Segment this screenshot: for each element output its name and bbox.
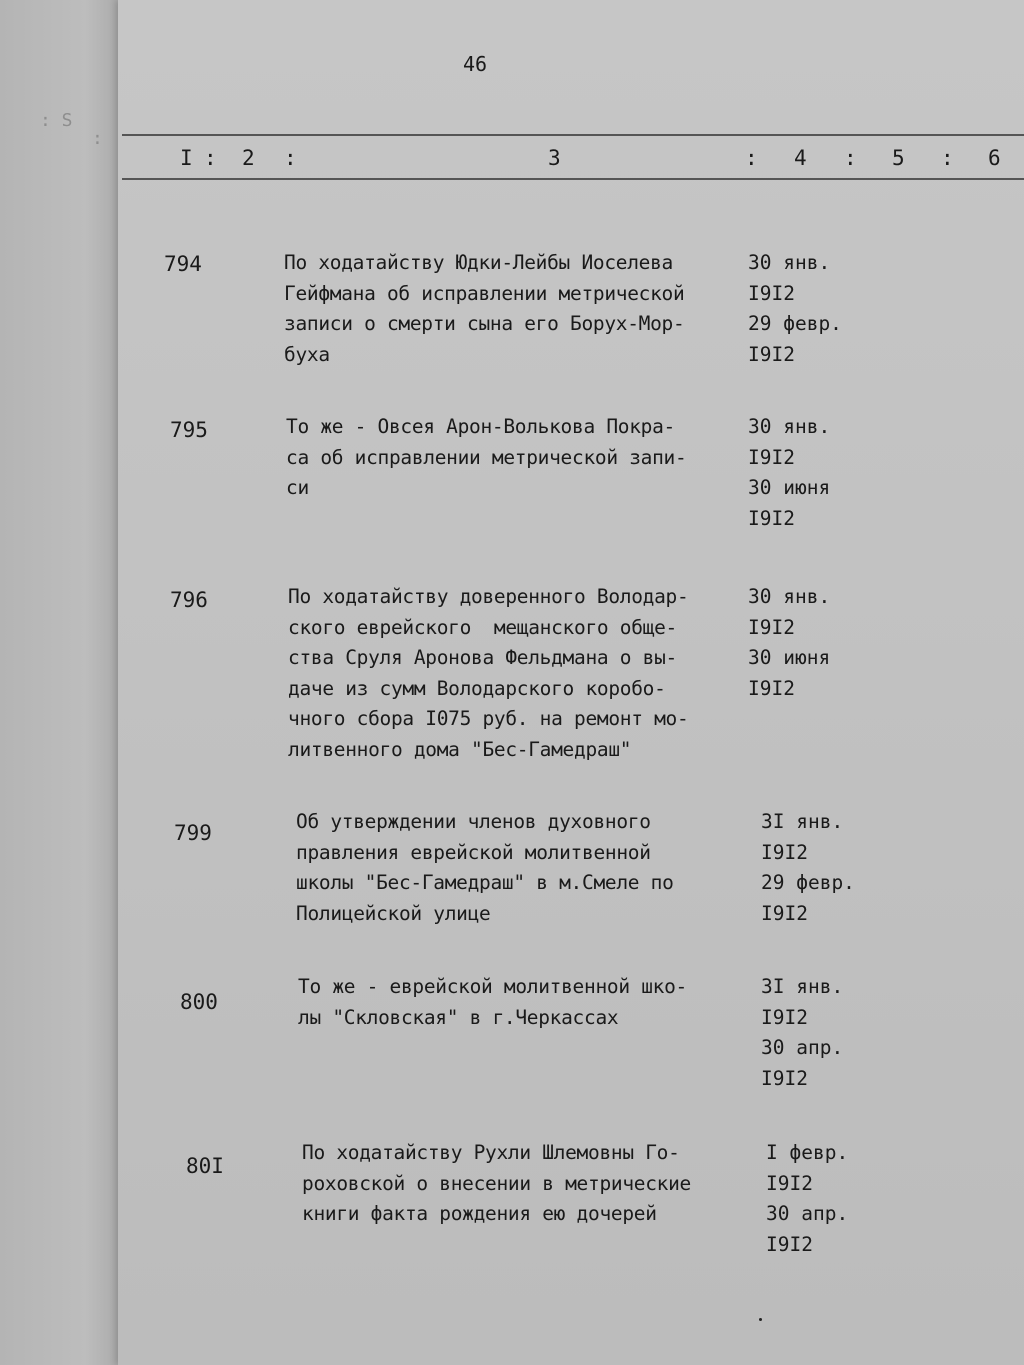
column-header-1: I [180, 146, 193, 170]
entry-number: 799 [174, 821, 212, 845]
entry-dates: 3I янв. I9I2 29 февр. I9I2 [761, 810, 855, 925]
column-separator: : [844, 146, 857, 170]
entry-dates: I февр. I9I2 30 апр. I9I2 [766, 1141, 849, 1256]
column-header-3: 3 [548, 146, 561, 170]
document-page [118, 0, 1024, 1365]
column-header-6: 6 [988, 146, 1001, 170]
entry-description: По ходатайству доверенного Володар- ского еврейского мещанского обще- ства Сруля Аронова Фельдмана о вы- даче из сумм Володарского коробо- чного сбора I075 руб. на ремонт мо- литвенного дома "Бес-Гамедраш" [288, 585, 689, 761]
entry-number: 795 [170, 418, 208, 442]
previous-page-edge [0, 0, 122, 1365]
header-rule-bottom [122, 178, 1024, 180]
entry-dates: 30 янв. I9I2 30 июня I9I2 [748, 415, 831, 530]
entry-number: 800 [180, 990, 218, 1014]
entry-dates: 30 янв. I9I2 29 февр. I9I2 [748, 251, 842, 366]
column-separator: : [745, 146, 758, 170]
column-header-4: 4 [794, 146, 807, 170]
column-header-2: 2 [242, 146, 255, 170]
entry-dates: 3I янв. I9I2 30 апр. I9I2 [761, 975, 844, 1090]
bleed-through-mark: : [92, 128, 103, 149]
entry-description: Об утверждении членов духовного правления еврейской молитвенной школы "Бес-Гамедраш" в м.Смеле по Полицейской улице [296, 810, 674, 925]
header-rule-top [122, 134, 1024, 136]
column-separator: : [941, 146, 954, 170]
column-separator: : [284, 146, 297, 170]
entry-description: По ходатайству Рухли Шлемовны Го- роховской о внесении в метрические книги факта рождения ею дочерей [302, 1141, 691, 1225]
entry-dates: 30 янв. I9I2 30 июня I9I2 [748, 585, 831, 700]
bleed-through-mark: : S [40, 110, 73, 131]
entry-number: 794 [164, 252, 202, 276]
page-number: 46 [463, 52, 488, 76]
entry-description: По ходатайству Юдки-Лейбы Иоселева Гейфмана об исправлении метрической записи о смерти сына его Борух-Мор- буха [284, 251, 685, 366]
entry-description: То же - Овсея Арон-Волькова Покра- са об исправлении метрической запи- си [286, 415, 687, 499]
entry-number: 80I [186, 1154, 224, 1178]
column-separator: : [204, 146, 217, 170]
entry-number: 796 [170, 588, 208, 612]
entry-description: То же - еврейской молитвенной шко- лы "Скловская" в г.Черкассах [298, 975, 687, 1029]
ink-speck [759, 1318, 762, 1321]
column-header-5: 5 [892, 146, 905, 170]
